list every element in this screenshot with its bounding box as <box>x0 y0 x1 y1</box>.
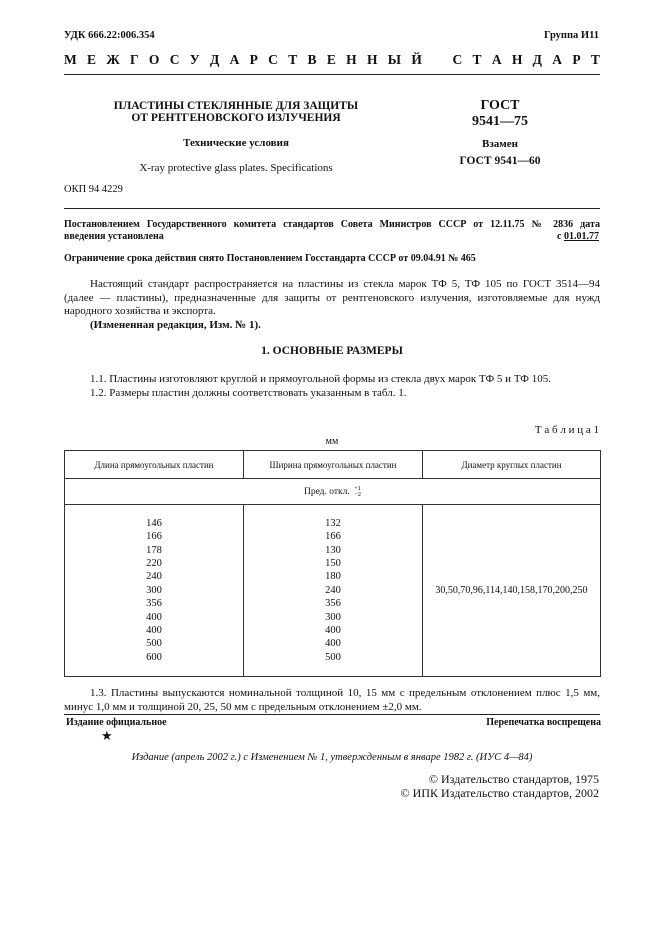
banner-letter: Р <box>572 52 581 67</box>
banner-letter: Й <box>411 52 422 67</box>
length-value: 178 <box>146 544 162 556</box>
banner-gap <box>432 52 442 68</box>
banner-letter: А <box>491 52 502 67</box>
group-code: Группа И11 <box>543 30 599 41</box>
title-line-2: ОТ РЕНТГЕНОВСКОГО ИЗЛУЧЕНИЯ <box>131 112 341 124</box>
banner-letter: Н <box>511 52 523 67</box>
length-value: 220 <box>146 557 162 569</box>
width-value: 180 <box>325 571 341 583</box>
banner-letter: Т <box>288 52 298 67</box>
length-value: 356 <box>146 598 162 610</box>
okp-code: ОКП 94 4229 <box>64 184 123 195</box>
banner-letter: Н <box>366 52 378 67</box>
width-value: 400 <box>325 625 341 637</box>
diameters-cell: 30,50,70,96,114,140,158,170,200,250 <box>423 505 601 677</box>
banner-letter: Н <box>346 52 357 67</box>
banner-letter: Т <box>472 52 482 67</box>
copyright-1975: © Издательство стандартов, 1975 <box>428 772 599 786</box>
paragraph-1-1: 1.1. Пластины изготовляют круглой и прямоугольной формы из стекла двух марок ТФ 5 и ТФ 105. <box>90 373 551 385</box>
banner-letter: Е <box>87 52 97 67</box>
intro-text: Настоящий стандарт распространяется на пластины из стекла марок ТФ 5, ТФ 105 по ГОСТ 3514—94 (далее — пластины), предназначенные для защиты от рентгеновского излучения, изготовляемые для нужд народного хозяйства и экспорта. <box>64 278 600 317</box>
standard-type-banner <box>64 52 600 68</box>
banner-letter: Г <box>130 52 139 67</box>
decree-line-2: введения установлена <box>64 231 164 242</box>
tolerance-values <box>354 486 361 498</box>
tolerance-cell <box>65 479 601 505</box>
banner-letter: Ж <box>106 52 120 67</box>
decree-date-prefix: с <box>557 231 562 242</box>
length-value: 146 <box>146 517 162 529</box>
length-value: 400 <box>146 625 162 637</box>
official-edition: Издание официальное <box>66 717 167 728</box>
header-width: Ширина прямоугольных пластин <box>244 451 423 479</box>
section-1-heading: 1. ОСНОВНЫЕ РАЗМЕРЫ <box>261 345 403 357</box>
banner-letter: А <box>552 52 563 67</box>
table-caption: Т а б л и ц а 1 <box>534 424 599 436</box>
tolerance-minus: −2 <box>354 490 362 498</box>
banner-letter: С <box>452 52 463 67</box>
width-value: 150 <box>325 557 341 569</box>
intro-block <box>64 278 600 332</box>
header-length: Длина прямоугольных пластин <box>65 451 244 479</box>
reprint-notice: Перепечатка воспрещена <box>486 717 601 728</box>
width-value: 356 <box>325 598 341 610</box>
banner-letter: Е <box>326 52 336 67</box>
banner-letter: Р <box>249 52 258 67</box>
length-value: 600 <box>146 651 162 663</box>
width-value: 166 <box>325 531 341 543</box>
footer-rule <box>64 714 600 715</box>
subtitle: Технические условия <box>183 137 289 149</box>
widths-cell <box>244 505 423 677</box>
banner-letter: Д <box>532 52 542 67</box>
tolerance-row <box>65 479 601 505</box>
length-value: 300 <box>146 584 162 596</box>
width-value: 500 <box>325 651 341 663</box>
width-value: 300 <box>325 611 341 623</box>
copyright-2002: © ИПК Издательство стандартов, 2002 <box>400 786 599 800</box>
header-rule <box>64 74 600 75</box>
length-value: 166 <box>146 531 162 543</box>
width-value: 130 <box>325 544 341 556</box>
edition-note: Издание (апрель 2002 г.) с Изменением № 1, утвержденным в январе 1982 г. (ИУС 4—84) <box>131 752 533 763</box>
intro-amendment: (Измененная редакция, Изм. № 1). <box>90 318 261 331</box>
replaces-label: Взамен <box>482 138 518 150</box>
replaces-standard: ГОСТ 9541—60 <box>459 155 541 167</box>
tolerance-label: Пред. откл. <box>303 486 350 497</box>
lengths-cell <box>65 505 244 677</box>
table-unit: мм <box>325 436 339 447</box>
gost-label: ГОСТ <box>480 98 520 113</box>
section-1-body <box>64 373 600 400</box>
udk-code: УДК 666.22:006.354 <box>64 30 155 41</box>
banner-letter: В <box>307 52 317 67</box>
table-header-row <box>65 451 601 479</box>
paragraph-1-3: 1.3. Пластины выпускаются номинальной толщиной 10, 15 мм с предельным отклонением плюс 1,5 мм, минус 1,0 мм и толщиной 20, 25, 50 мм с предельным отклонением ±2,0 мм. <box>64 687 600 713</box>
banner-letter: У <box>189 52 200 67</box>
gost-number: 9541—75 <box>472 114 528 129</box>
width-value: 400 <box>325 638 341 650</box>
banner-letter: М <box>64 52 77 67</box>
paragraph-1-3-block <box>64 687 600 714</box>
decree-date-value: 01.01.77 <box>564 231 599 242</box>
banner-letter: А <box>229 52 240 67</box>
length-value: 500 <box>146 638 162 650</box>
decree-date <box>557 231 599 242</box>
header-diameter: Диаметр круглых пластин <box>423 451 601 479</box>
banner-letter: Д <box>209 52 220 67</box>
paragraph-1-2: 1.2. Размеры пластин должны соответствовать указанным в табл. 1. <box>90 386 407 399</box>
tolerance-plus: +1 <box>354 484 362 492</box>
english-title: X-ray protective glass plates. Specifications <box>139 162 333 174</box>
length-value: 400 <box>146 611 162 623</box>
decree-line-1: Постановлением Государственного комитета стандартов Совета Министров СССР от 12.11.75 № 2836 дата <box>64 219 600 230</box>
banner-letter: С <box>268 52 278 67</box>
banner-letter: Ы <box>387 52 402 67</box>
title-line-1: ПЛАСТИНЫ СТЕКЛЯННЫЕ ДЛЯ ЗАЩИТЫ <box>113 100 359 112</box>
banner-letter: Т <box>590 52 600 67</box>
banner-letter: С <box>169 52 180 67</box>
banner-letter: О <box>148 52 160 67</box>
width-value: 132 <box>325 517 341 529</box>
limitation-note: Ограничение срока действия снято Постановлением Госстандарта СССР от 09.04.91 № 465 <box>64 253 476 264</box>
width-value: 240 <box>325 584 341 596</box>
dimensions-table <box>64 450 601 677</box>
length-value: 240 <box>146 571 162 583</box>
title-rule <box>64 208 600 209</box>
table-data-row <box>65 505 601 677</box>
star-icon: ★ <box>101 728 113 743</box>
